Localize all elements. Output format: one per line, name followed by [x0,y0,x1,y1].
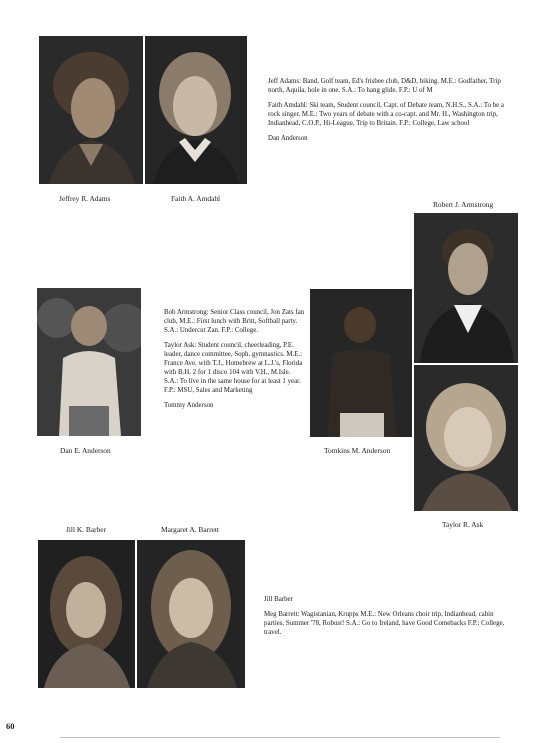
bottom-rule [60,737,500,738]
photo-robert-armstrong [414,213,518,363]
photo-faith-amdahl [145,36,247,184]
photo-margaret-barrett [137,540,245,688]
bio-jill-barber: Jill Barber [264,596,293,603]
bio-jeff-adams: Jeff Adams: Band, Golf team, Ed's frisbee club, D&D, biking. M.E.: Godfather, Trip north, Aquila, hole in one. S.A.: To hang glide. F.P.: U of M [268,78,501,94]
bio-block-middle [164,308,306,416]
caption-faith-amdahl: Faith A. Amdahl [171,194,221,203]
caption-robert-armstrong: Robert J. Armstrong [433,200,494,209]
photo-tomkins-anderson [310,289,412,437]
bio-faith-amdahl: Faith Amdahl: Ski team, Student council, Capt. of Debate team, N.H.S., S.A.: To be a rock singer. M.E.: Two years of debate with a co-capt. and Mr. H., Washington trip, Indianhead, C.O.P., Hi-League, Trip to Britain. F.P.: College, Law school [268,102,504,127]
caption-jeffrey-adams: Jeffrey R. Adams [59,194,111,203]
bio-meg-barrett: Meg Barrett: Wagistanian, Krupps M.E.: New Orleans choir trip, Indianhead, cabin parties, Summer '78, Robust! S.A.: Go to Ireland, have Good Comebacks F.P.: College, travel. [264,611,505,636]
bio-bob-armstrong: Bob Armstrong: Senior Class council, Jon Zats fan club, M.E.: First lunch with Britt, Softball party. S.A.: Undercut Zan. F.P.: College. [164,309,305,334]
caption-dan-anderson: Dan E. Anderson [60,446,111,455]
photo-dan-anderson [37,288,141,436]
bio-tommy-anderson: Tommy Anderson [164,402,214,409]
photo-jeffrey-adams [39,36,143,184]
bio-block-top [268,77,504,149]
bio-block-bottom [264,595,508,643]
caption-jill-barber: Jill K. Barber [66,525,107,534]
photo-taylor-ask [414,365,518,511]
bio-dan-anderson: Dan Anderson [268,135,308,142]
bio-taylor-ask: Taylor Ask: Student council, cheerleading, P.E. leader, dance committee, Soph. gymnastics. M.E.: France Ave. with T.J., Homebrew at L.J.'s, Florida with B.H. 2 for 1 disco 104 with V.H., M.Isle. S.A.: To live in the same house for at least 1 year. F.P.: MSU, Sales and Marketing [164,342,303,394]
caption-margaret-barrett: Margaret A. Barrett [161,525,219,534]
photo-jill-barber [38,540,135,688]
page-number: 60 [6,721,15,731]
caption-taylor-ask: Taylor R. Ask [442,520,484,529]
caption-tomkins-anderson: Tomkins M. Anderson [324,446,391,455]
